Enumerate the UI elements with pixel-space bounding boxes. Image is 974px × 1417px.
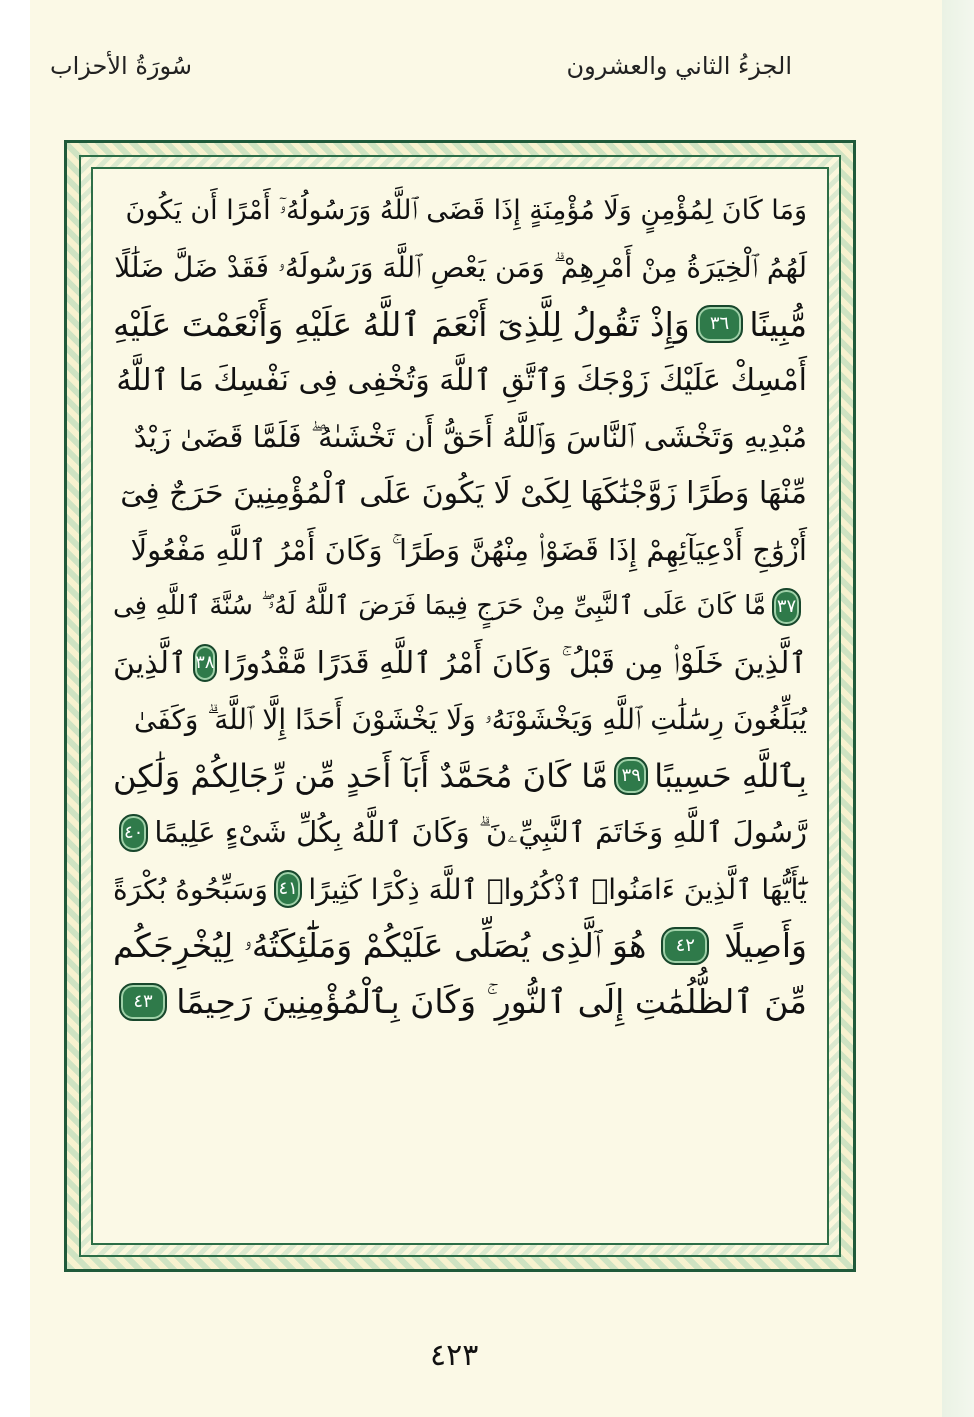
verse-text: مِّنْهَا وَطَرًا زَوَّجْنَٰكَهَا لِكَىْ لَا يَكُونَ عَلَى ٱلْمُؤْمِنِينَ حَرَجٌ فِىٓ <box>120 476 807 512</box>
verse-text: مَّا كَانَ مُحَمَّدٌ أَبَآ أَحَدٍ مِّن رِّجَالِكُمْ وَلَٰكِن <box>113 757 609 796</box>
verse-text: ٱلَّذِينَ خَلَوْا۟ مِن قَبْلُ ۚ وَكَانَ أَمْرُ ٱللَّهِ قَدَرًا مَّقْدُورًا <box>222 645 807 681</box>
verse-text: أَمْسِكْ عَلَيْكَ زَوْجَكَ وَٱتَّقِ ٱللَّهَ وَتُخْفِى فِى نَفْسِكَ مَا ٱللَّهُ <box>116 363 807 399</box>
text-panel <box>91 167 829 1245</box>
ayah-number-marker: ٤٢ <box>661 927 709 965</box>
page-number: ٤٢٣ <box>430 1338 479 1373</box>
text-line <box>113 240 807 297</box>
verse-text-block <box>113 183 807 1229</box>
text-line <box>113 183 807 240</box>
text-line <box>113 974 807 1031</box>
verse-text: مُّبِينًا <box>749 304 807 344</box>
text-line <box>113 692 807 749</box>
text-line <box>113 353 807 410</box>
verse-text: وَأَصِيلًا <box>724 926 807 966</box>
text-line <box>113 522 807 579</box>
text-line <box>113 748 807 805</box>
ayah-number-marker: ٤١ <box>274 870 302 908</box>
verse-text: رَّسُولَ ٱللَّهِ وَخَاتَمَ ٱلنَّبِيِّۦنَ ۗ وَكَانَ ٱللَّهُ بِكُلِّ شَىْءٍ عَلِيمًا <box>154 815 807 850</box>
ayah-number-marker: ٣٧ <box>772 588 801 626</box>
verse-text: أَزْوَٰجِ أَدْعِيَآئِهِمْ إِذَا قَضَوْا۟ مِنْهُنَّ وَطَرًا ۚ وَكَانَ أَمْرُ ٱللَّهِ مَفْعُولًا <box>130 532 807 567</box>
surah-header: سُورَةُ الأحزاب <box>50 52 192 80</box>
verse-text: يَٰٓأَيُّهَا ٱلَّذِينَ ءَامَنُوا۟ ٱذْكُرُوا۟ ٱللَّهَ ذِكْرًا كَثِيرًا <box>308 872 807 906</box>
verse-text: مِّنَ ٱلظُّلُمَٰتِ إِلَى ٱلنُّورِ ۚ وَكَانَ بِٱلْمُؤْمِنِينَ رَحِيمًا <box>176 982 807 1022</box>
verse-text: مَّا كَانَ عَلَى ٱلنَّبِىِّ مِنْ حَرَجٍ فِيمَا فَرَضَ ٱللَّهُ لَهُۥ ۖ سُنَّةَ ٱللَّهِ فِى <box>113 591 767 622</box>
page-right-edge <box>942 0 974 1417</box>
ayah-number-marker: ٣٨ <box>193 644 217 682</box>
verse-text: ٱلَّذِينَ <box>113 645 187 681</box>
verse-text: هُوَ ٱلَّذِى يُصَلِّى عَلَيْكُمْ وَمَلَٰٓئِكَتُهُۥ لِيُخْرِجَكُم <box>113 925 647 965</box>
juz-header: الجزءُ الثاني والعشرون <box>566 52 792 80</box>
verse-text: لَهُمُ ٱلْخِيَرَةُ مِنْ أَمْرِهِمْ ۗ وَمَن يَعْصِ ٱللَّهَ وَرَسُولَهُۥ فَقَدْ ضَلَّ ضَلَٰلًا <box>114 250 807 284</box>
text-line <box>113 579 807 636</box>
verse-text: بِٱللَّهِ حَسِيبًا <box>654 757 807 796</box>
text-line <box>113 466 807 523</box>
text-line <box>113 296 807 353</box>
verse-text: مُبْدِيهِ وَتَخْشَى ٱلنَّاسَ وَٱللَّهُ أَحَقُّ أَن تَخْشَىٰهُ ۖ فَلَمَّا قَضَىٰ زَيْدٌ <box>133 419 807 454</box>
ayah-number-marker: ٤٠ <box>119 814 148 852</box>
text-line <box>113 635 807 692</box>
verse-text: وَإِذْ تَقُولُ لِلَّذِىٓ أَنْعَمَ ٱللَّهُ عَلَيْهِ وَأَنْعَمْتَ عَلَيْهِ <box>113 304 690 344</box>
ayah-number-marker: ٣٦ <box>696 305 744 343</box>
ayah-number-marker: ٤٣ <box>119 983 167 1021</box>
verse-text: وَسَبِّحُوهُ بُكْرَةً <box>113 872 268 906</box>
ayah-number-marker: ٣٩ <box>614 757 648 795</box>
text-line <box>113 409 807 466</box>
page-left-margin <box>0 0 30 1417</box>
ornamental-frame <box>64 140 856 1272</box>
text-line <box>113 805 807 862</box>
text-line <box>113 861 807 918</box>
verse-text: وَمَا كَانَ لِمُؤْمِنٍ وَلَا مُؤْمِنَةٍ إِذَا قَضَى ٱللَّهُ وَرَسُولُهُۥٓ أَمْرًا أَن يَكُونَ <box>125 195 807 227</box>
frame-border-band <box>79 155 841 1257</box>
text-line <box>113 918 807 975</box>
verse-text: يُبَلِّغُونَ رِسَٰلَٰتِ ٱللَّهِ وَيَخْشَوْنَهُۥ وَلَا يَخْشَوْنَ أَحَدًا إِلَّا ٱللَّهَ ۗ وَكَفَىٰ <box>133 702 807 736</box>
mushaf-page <box>30 0 942 1417</box>
